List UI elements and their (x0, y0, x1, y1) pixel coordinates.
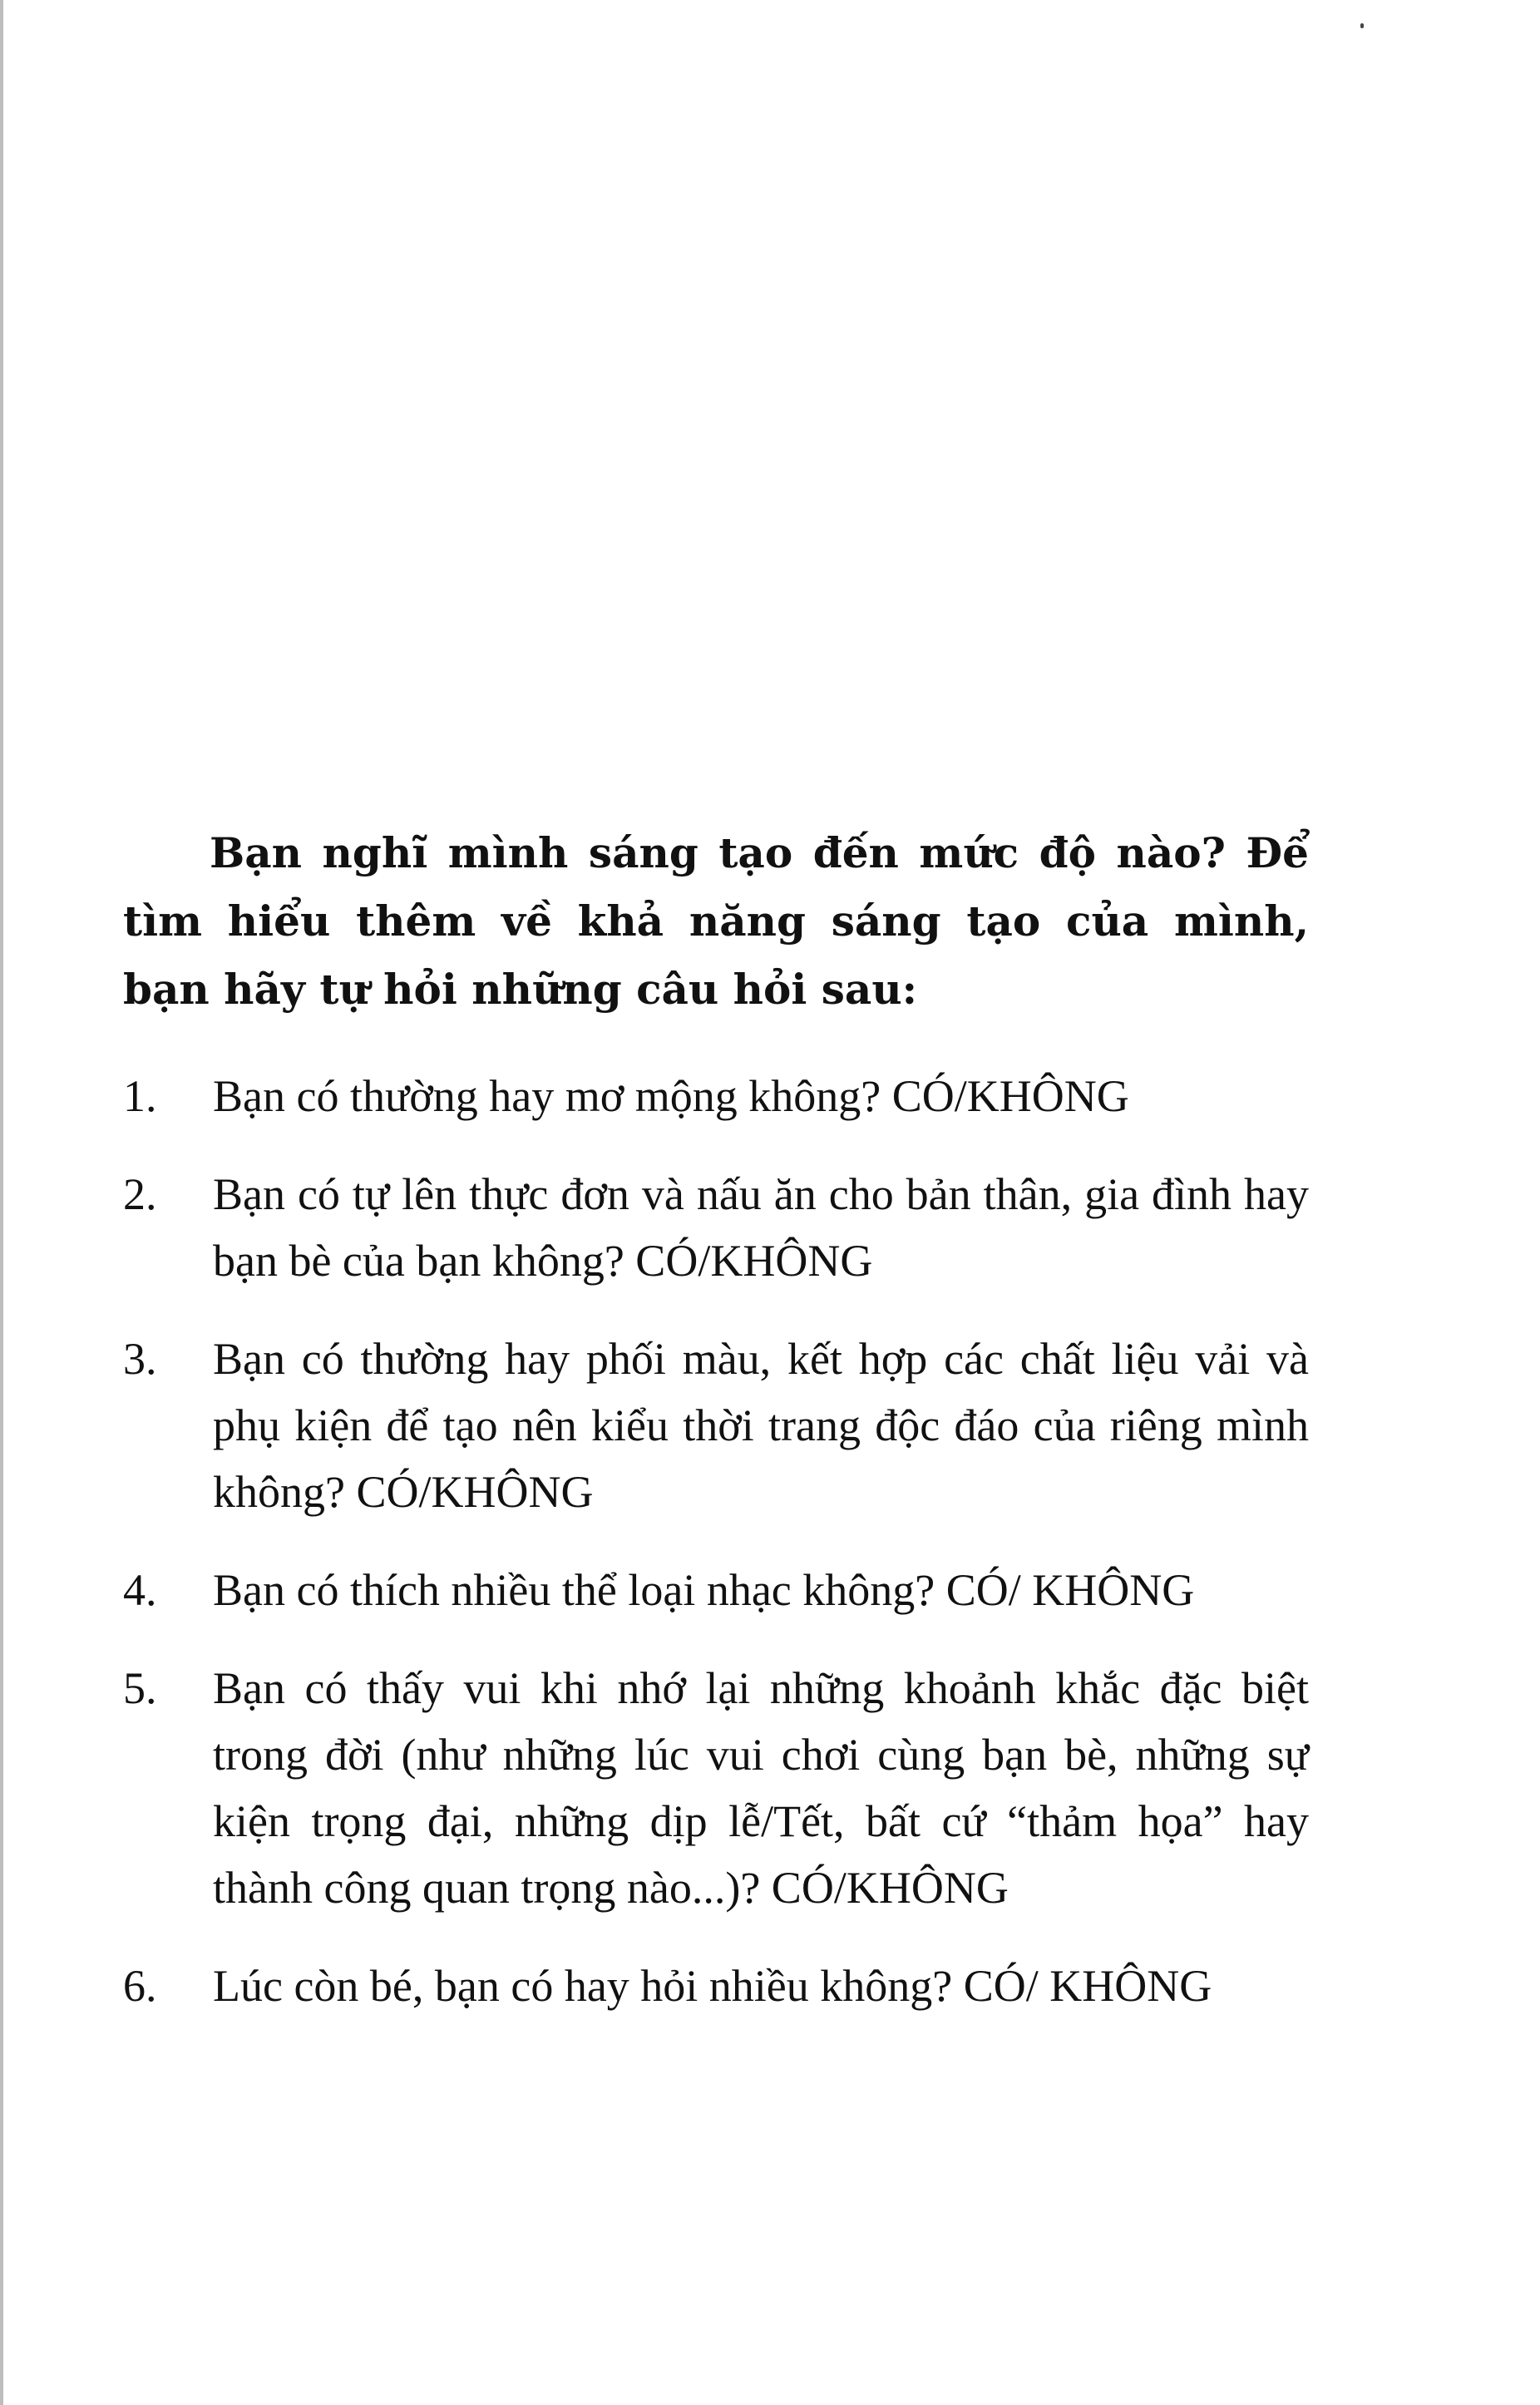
question-number: 2. (123, 1169, 157, 1219)
question-text: Bạn có thường hay phối màu, kết hợp các chất liệu vải và phụ kiện để tạo nên kiểu thời trang độc đáo của riêng mình không? CÓ/KHÔNG (213, 1334, 1309, 1517)
question-text: Bạn có thấy vui khi nhớ lại những khoảnh khắc đặc biệt trong đời (như những lúc vui chơi cùng bạn bè, những sự kiện trọng đại, những dịp lễ/Tết, bất cứ “thảm họa” hay thành công quan trọng nào...)? CÓ/KHÔNG (213, 1663, 1309, 1913)
question-text: Bạn có tự lên thực đơn và nấu ăn cho bản thân, gia đình hay bạn bè của bạn không? CÓ/KHÔNG (213, 1169, 1309, 1286)
page-edge-shadow (0, 0, 3, 2405)
scan-speck (1360, 23, 1364, 28)
question-item (123, 1953, 1309, 2019)
question-item (123, 1655, 1309, 1921)
question-text: Bạn có thích nhiều thể loại nhạc không? CÓ/ KHÔNG (213, 1565, 1195, 1615)
question-text: Lúc còn bé, bạn có hay hỏi nhiều không? CÓ/ KHÔNG (213, 1961, 1212, 2011)
question-item (123, 1557, 1309, 1623)
question-item (123, 1161, 1309, 1294)
question-number: 6. (123, 1961, 157, 2011)
intro-paragraph: Bạn nghĩ mình sáng tạo đến mức độ nào? Để tìm hiểu thêm về khả năng sáng tạo của mình, bạn hãy tự hỏi những câu hỏi sau: (123, 828, 1309, 1014)
question-number: 4. (123, 1565, 157, 1615)
question-number: 3. (123, 1334, 157, 1384)
question-item (123, 1326, 1309, 1525)
question-number: 5. (123, 1663, 157, 1713)
question-text: Bạn có thường hay mơ mộng không? CÓ/KHÔNG (213, 1071, 1129, 1121)
question-list (123, 1063, 1309, 2051)
question-item (123, 1063, 1309, 1129)
question-number: 1. (123, 1071, 157, 1121)
